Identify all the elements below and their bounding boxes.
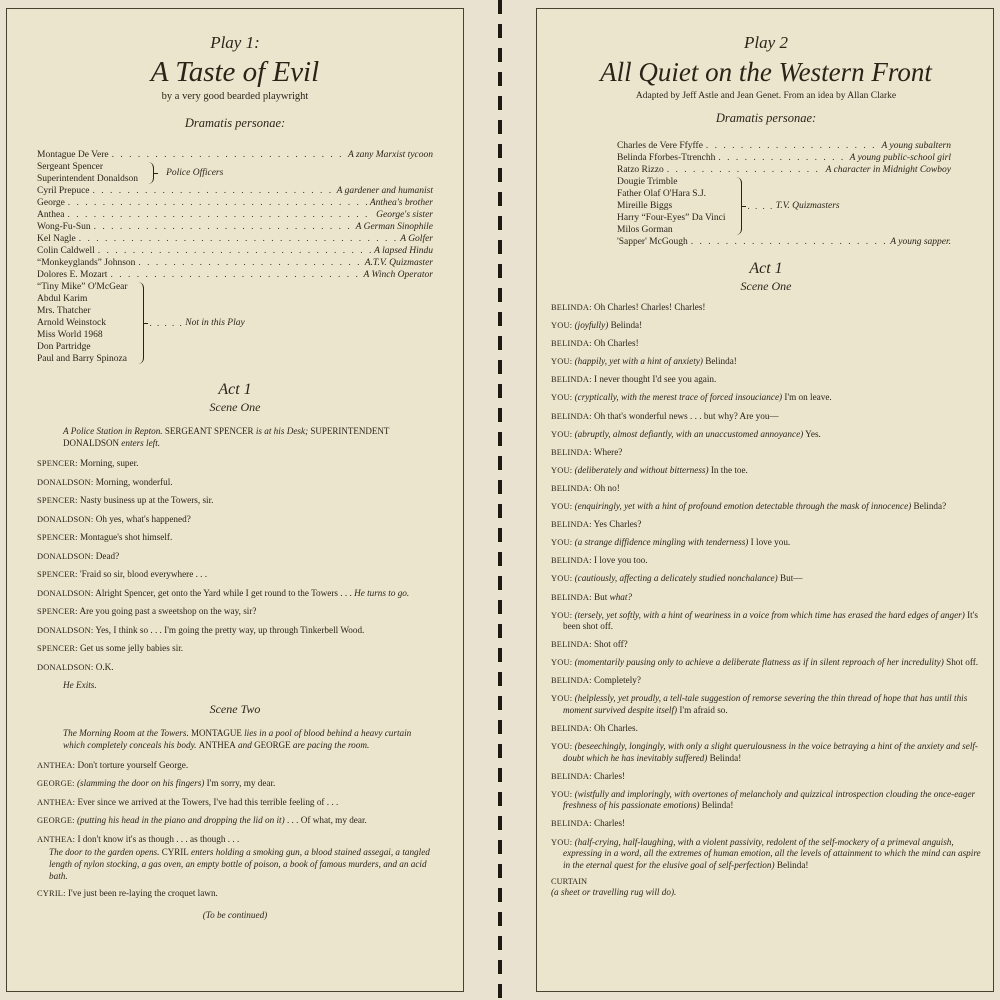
cast-row — [617, 140, 951, 152]
dialogue-line: YOU: (joyfully) Belinda! — [551, 320, 643, 331]
cast-role: Anthea's brother — [369, 198, 433, 208]
leader-dots — [79, 233, 397, 245]
cast-group — [37, 281, 433, 365]
dialogue-line: SPENCER: 'Fraid so sir, blood everywhere . . . — [37, 569, 208, 579]
cast-name: Dolores E. Mozart — [37, 270, 108, 280]
cast-name: Cyril Prepuce — [37, 186, 90, 196]
cast-row — [37, 197, 433, 209]
cast-role: A lapsed Hindu — [374, 246, 433, 256]
dialogue-line: YOU: (cryptically, with the merest trace of forced insouciance) I'm on leave. — [551, 392, 832, 403]
cast-role: Police Officers — [166, 168, 224, 178]
cast-name: Abdul Karim — [37, 294, 88, 304]
dialogue-line: GEORGE: (putting his head in the piano and dropping the lid on it) . . . Of what, my dear. — [37, 815, 367, 825]
dialogue-line: YOU: (cautiously, affecting a delicately studied nonchalance) But— — [551, 573, 803, 584]
play1-scene1-heading: Scene One — [209, 400, 261, 414]
dialogue-line: YOU: (a strange diffidence mingling with tenderness) I love you. — [551, 537, 791, 548]
stage-direction: A Police Station in Repton. SERGEANT SPENCER is at his Desk; SUPERINTENDENT DONALDSON enters left. — [63, 426, 390, 448]
dialogue-line: DONALDSON: Oh yes, what's happened? — [37, 513, 191, 524]
cast-role: A young subaltern — [881, 141, 951, 151]
play2-act-heading: Act 1 — [749, 260, 783, 277]
play1-act-heading: Act 1 — [218, 381, 252, 398]
dialogue-line: YOU: (enquiringly, yet with a hint of profound emotion detectable through the mask of innocence) Belinda? — [551, 501, 947, 512]
play1-byline: by a very good bearded playwright — [161, 91, 309, 102]
play1-panel — [6, 8, 464, 992]
dialogue-line: YOU: (half-crying, half-laughing, with a violent passivity, redolent of the self-mockery of a primeval anguish, expressing in a word, all the extremes of human emotion, all the levels of attainment to which the mind can aspire in the eternal quest for the elusive goal of self-perfection) Belinda! — [551, 836, 981, 870]
leader-dots — [110, 269, 360, 281]
dialogue-line: ANTHEA: Don't torture yourself George. — [37, 759, 189, 770]
cast-row — [37, 221, 433, 233]
leader-dots — [98, 245, 371, 257]
play2-title: All Quiet on the Western Front — [600, 57, 932, 87]
dialogue-line: SPENCER: Get us some jelly babies sir. — [37, 643, 184, 653]
cast-role: A character in Midnight Cowboy — [825, 165, 951, 175]
cast-group — [617, 176, 951, 236]
cast-name: 'Sapper' McGough — [617, 237, 688, 247]
cast-name: Anthea — [37, 210, 65, 220]
play1-scene2-dialogue — [37, 759, 433, 901]
cast-row — [37, 149, 433, 161]
play1-scene2-heading: Scene Two — [209, 701, 261, 716]
cast-row — [37, 245, 433, 257]
cast-role: A Golfer — [400, 234, 433, 244]
cast-name: “Monkeyglands” Johnson — [37, 258, 136, 268]
cast-name: Miss World 1968 — [37, 330, 103, 340]
cast-name: Paul and Barry Spinoza — [37, 354, 127, 364]
dialogue-line: DONALDSON: Yes, I think so . . . I'm going the pretty way, up through Tinkerbell Wood. — [37, 624, 365, 635]
play1-dramatis-heading: Dramatis personae: — [184, 116, 286, 130]
dialogue-line: BELINDA: Charles! — [551, 770, 626, 781]
cast-row — [37, 257, 433, 269]
cast-name: Wong-Fu-Sun — [37, 222, 91, 232]
cast-name: Kel Nagle — [37, 234, 76, 244]
brace-icon — [732, 177, 742, 235]
dialogue-line: BELINDA: Charles! — [551, 818, 626, 829]
dialogue-line: BELINDA: I love you too. — [551, 555, 648, 566]
cast-name: Montague De Vere — [37, 150, 109, 160]
dialogue-line: SPENCER: Montague's shot himself. — [37, 532, 173, 542]
cast-name: Sergeant Spencer — [37, 162, 104, 172]
cast-name: Mrs. Thatcher — [37, 306, 91, 316]
dialogue-line: BELINDA: Oh Charles. — [551, 723, 638, 734]
cast-role: A young sapper. — [890, 237, 951, 247]
cast-name: Harry “Four-Eyes” Da Vinci — [617, 213, 726, 223]
dialogue-line: YOU: (tersely, yet softly, with a hint of weariness in a voice from which time has erased the hard edges of anger) It's been shot off. — [551, 609, 978, 632]
leader-dots: . . . . — [747, 201, 774, 211]
dialogue-line: DONALDSON: O.K. — [37, 661, 114, 672]
dialogue-line: BELINDA: Completely? — [551, 675, 641, 686]
dialogue-line: YOU: (momentarily pausing only to achieve a deliberate flatness as if in silent reproach of her incredulity) Shot off. — [551, 657, 979, 668]
cast-role: A German Sinophile — [355, 222, 433, 232]
leader-dots: . . . . . — [149, 318, 184, 328]
leader-dots — [94, 221, 353, 233]
cast-role: A young public-school girl — [849, 153, 951, 163]
cast-name: Ratzo Rizzo — [617, 165, 664, 175]
leader-dots — [667, 164, 823, 176]
dialogue-line: ANTHEA: Ever since we arrived at the Towers, I've had this terrible feeling of . . . — [37, 796, 339, 807]
dialogue-line: BELINDA: Oh Charles! — [551, 338, 639, 349]
page-fold-divider — [498, 0, 502, 1000]
dialogue-line: BELINDA: Oh that's wonderful news . . . but why? Are you— — [551, 410, 779, 421]
dialogue-line: SPENCER: Are you going past a sweetshop on the way, sir? — [37, 606, 257, 616]
leader-dots — [67, 209, 373, 221]
play1-number: Play 1: — [210, 33, 260, 52]
leader-dots — [68, 197, 367, 209]
dialogue-line: BELINDA: But what? — [551, 591, 633, 602]
cast-row — [37, 233, 433, 245]
cast-role: George's sister — [376, 210, 433, 220]
dialogue-line: BELINDA: Oh no! — [551, 482, 620, 493]
cast-name: Milos Gorman — [617, 225, 673, 235]
cast-name: Charles de Vere Ffyffe — [617, 141, 703, 151]
dialogue-line: YOU: (helplessly, yet proudly, a tell-tale suggestion of remorse severing the thin thread of hope that has until this moment survived despite itself) I'm afraid so. — [551, 693, 968, 715]
dialogue-line: BELINDA: I never thought I'd see you again. — [551, 374, 717, 385]
dialogue-line: BELINDA: Where? — [551, 446, 623, 457]
leader-dots — [691, 236, 888, 248]
play2-scene-heading: Scene One — [740, 279, 792, 293]
play2-number: Play 2 — [744, 33, 788, 52]
dialogue-line: BELINDA: Shot off? — [551, 639, 628, 650]
dialogue-line: SPENCER: Morning, super. — [37, 458, 139, 468]
play2-dramatis-heading: Dramatis personae: — [715, 111, 817, 125]
brace-icon — [134, 282, 144, 364]
cast-role: A gardener and humanist — [336, 186, 433, 196]
leader-dots — [112, 149, 345, 161]
dialogue-line: BELINDA: Oh Charles! Charles! Charles! — [551, 302, 706, 312]
stage-direction: The Morning Room at the Towers. MONTAGUE lies in a pool of blood behind a heavy curtain which completely conceals his body. ANTHEA and GEORGE are pacing the room. — [63, 727, 412, 750]
cast-role: A.T.V. Quizmaster — [364, 258, 433, 268]
cast-name: Don Partridge — [37, 342, 91, 352]
brace-icon — [144, 162, 154, 184]
cast-role: A zany Marxist tycoon — [347, 150, 433, 160]
curtain-label: CURTAIN — [551, 876, 588, 886]
dialogue-line: SPENCER: Nasty business up at the Towers, sir. — [37, 495, 214, 505]
play2-byline: Adapted by Jeff Astle and Jean Genet. From an idea by Allan Clarke — [635, 91, 897, 101]
dialogue-line: DONALDSON: Dead? — [37, 550, 120, 561]
cast-row — [617, 236, 951, 248]
cast-name: Dougie Trimble — [617, 177, 678, 187]
dialogue-line: ANTHEA: I don't know it's as though . . . as though . . . The door to the garden opens. CYRIL enters holding a smoking gun, a blood stained assegai, a tangled length of nylon stocking, a gas oven, an empty bottle of poison, a book of famous murders, and an acid bath. — [37, 833, 430, 881]
cast-name: “Tiny Mike” O'McGear — [37, 282, 128, 292]
dialogue-line: DONALDSON: Morning, wonderful. — [37, 476, 173, 487]
cast-row — [37, 185, 433, 197]
play1-cast-list — [37, 149, 433, 365]
dialogue-line: YOU: (abruptly, almost defiantly, with an unaccustomed annoyance) Yes. — [551, 428, 821, 439]
cast-role: T.V. Quizmasters — [775, 201, 840, 211]
play2-panel — [536, 8, 994, 992]
dialogue-line: BELINDA: Yes Charles? — [551, 519, 642, 530]
leader-dots — [93, 185, 334, 197]
cast-role: A Winch Operator — [363, 270, 433, 280]
dialogue-line: DONALDSON: Alright Spencer, get onto the Yard while I get round to the Towers . . . He turns to go. — [37, 587, 410, 598]
cast-row — [617, 152, 951, 164]
leader-dots — [718, 152, 846, 164]
cast-row — [37, 209, 433, 221]
dialogue-line: GEORGE: (slamming the door on his fingers) I'm sorry, my dear. — [37, 778, 276, 788]
play1-scene1-dialogue — [37, 457, 433, 674]
stage-direction-exit: He Exits. — [63, 679, 97, 690]
cast-name: Father Olaf O'Hara S.J. — [617, 189, 707, 199]
dialogue-line: YOU: (deliberately and without bitterness) In the toe. — [551, 464, 748, 475]
cast-role: Not in this Play — [185, 318, 245, 328]
dialogue-line: YOU: (beseechingly, longingly, with only a slight querulousness in the voice betraying a hint of the anxiety and self-doubt which he has inevitably suffered) Belinda! — [551, 741, 978, 763]
dialogue-line: YOU: (happily, yet with a hint of anxiety) Belinda! — [551, 356, 737, 367]
play2-cast-list — [551, 140, 981, 248]
play1-title: A Taste of Evil — [150, 56, 320, 88]
cast-row — [37, 269, 433, 281]
cast-row — [617, 164, 951, 176]
leader-dots — [138, 257, 361, 269]
cast-name: Arnold Weinstock — [37, 318, 106, 328]
cast-name: Mireille Biggs — [617, 201, 673, 211]
cast-name: Superintendent Donaldson — [37, 174, 139, 184]
dialogue-line: YOU: (wistfully and imploringly, with overtones of melancholy and quizzical introspection clouding the once-eager freshness of his passionate emotions) Belinda! — [551, 788, 976, 811]
cast-name: Belinda Fforbes-Ttrenchh — [617, 153, 716, 163]
cast-name: George — [37, 198, 65, 208]
play2-dialogue — [551, 302, 981, 871]
cast-name: Colin Caldwell — [37, 246, 95, 256]
leader-dots — [706, 140, 879, 152]
curtain-note: (a sheet or travelling rug will do). — [551, 886, 677, 897]
dialogue-line: CYRIL: I've just been re-laying the croquet lawn. — [37, 888, 218, 898]
to-be-continued: (To be continued) — [202, 910, 268, 920]
cast-group — [37, 161, 433, 185]
